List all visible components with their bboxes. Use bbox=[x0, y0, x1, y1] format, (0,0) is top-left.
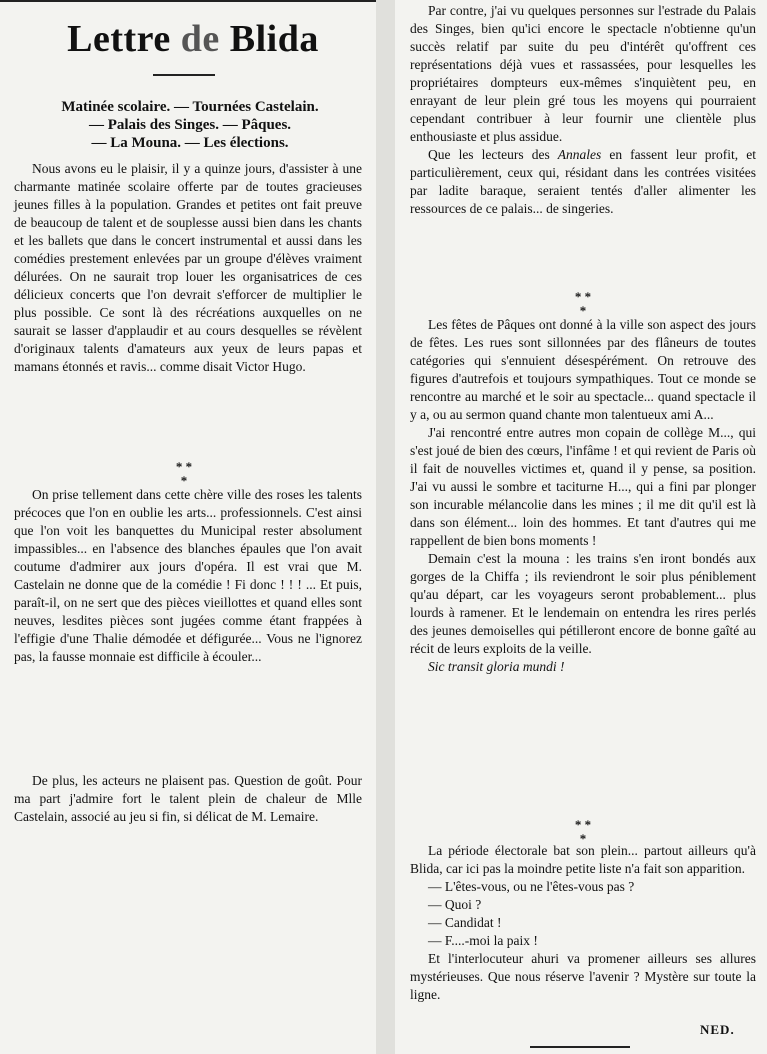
paragraph: Demain c'est la mouna : les trains s'en iront bondés aux gorges de la Chiffa ; ils reviendront le soir plus péniblement qu'au départ, car les voyageurs seront probablement... plus lourds à ramener. Et le lendemain on entendra les rires perlés des jeunes demoiselles qui pétilleront encore de bonne gaîté au récit de leurs exploits de la veille. bbox=[410, 551, 756, 656]
title-word-blida: Blida bbox=[229, 18, 319, 60]
paragraph: J'ai rencontré entre autres mon copain de collège M..., qui s'est joué de bien des cœurs, l'infâme ! et qui revient de Paris où il fait de nouvelles victimes et, quand il y pense, sa position. J'ai vu aussi le sombre et taciturne H..., qui a fini par plonger son incurable mélancolie dans les mines ; il me dit qu'il est là dans son élément... loin des hommes. Et tant d'autres qui me rappellent de bien bons moments ! bbox=[410, 425, 756, 548]
asterism-separator: * * * bbox=[175, 459, 193, 488]
dialogue-line: — Quoi ? bbox=[428, 897, 482, 912]
asterism-separator: * * * bbox=[574, 289, 592, 318]
bottom-rule bbox=[530, 1046, 630, 1048]
article-subheading bbox=[10, 98, 370, 152]
paragraph: De plus, les acteurs ne plaisent pas. Question de goût. Pour ma part j'admire fort le talent plein de chaleur de Mlle Castelain, associé au jeu si fin, si délicat de M. Lemaire. bbox=[14, 773, 362, 824]
left-paragraph-3-block bbox=[14, 772, 362, 826]
subheading-line-3: — La Mouna. — Les élections. bbox=[91, 135, 289, 151]
paragraph: On prise tellement dans cette chère ville des roses les talents précoces que l'on en oublie les arts... professionnels. C'est ainsi que l'on voit les banquettes du Municipal rester absolument impassibles... en l'absence des blanches épaules que l'on avait coutume d'admirer aux jours d'opéra. Il est vrai que M. Castelain ne donne que de la comédie ! Fi donc ! ! ! ... Et puis, paraît-il, on ne sert que des pièces vieillottes et quand elles sont neuves, lesdites pièces sont jugées comme étant frappées à l'effigie d'une Thalie démodée et défigurée... Vous ne l'ignorez pas, la fausse monnaie est difficile à écouler... bbox=[14, 487, 362, 664]
italic-journal-name: Annales bbox=[557, 147, 602, 162]
asterism-separator: * * * bbox=[574, 817, 592, 846]
paragraph: La période électorale bat son plein... partout ailleurs qu'à Blida, car ici pas la moindre petite liste n'a fait son apparition. bbox=[410, 843, 756, 876]
right-paragraph-3-block bbox=[410, 316, 756, 676]
title-rule bbox=[153, 74, 215, 76]
paragraph: Que les lecteurs des Annales en fassent leur profit, et particulièrement, ceux qui, résidant dans les contrées visitées par ladite baraque, seraient tentés d'aller alimenter les ressources de ce palais... de singeries. bbox=[410, 147, 756, 216]
title-word-de: de bbox=[180, 18, 220, 60]
paragraph: Par contre, j'ai vu quelques personnes sur l'estrade du Palais des Singes, bien qu'ici encore le spectacle n'obtienne qu'un succès relatif par suite du peu d'intérêt qu'offrent ces représentations déjà vues et rassassées, pour lesquelles les propriétaires dompteurs eux-mêmes s'inquiètent peu, en enrayant de leur plein gré tous les moyens qui pourraient cependant contribuer à leur fournir une clientèle plus enthousiaste et plus assidue. bbox=[410, 3, 756, 144]
subheading-line-1: Matinée scolaire. — Tournées Castelain. bbox=[61, 99, 319, 115]
paragraph: Et l'interlocuteur ahuri va promener ailleurs ses allures mystérieuses. Que nous réserve l'avenir ? Mystère sur toute la ligne. bbox=[410, 951, 756, 1002]
paragraph: Nous avons eu le plaisir, il y a quinze jours, d'assister à une charmante matinée scolaire offerte par de toutes gracieuses jeunes filles à la population. Grandes et petites ont fait preuve de beaucoup de talent et de souplesse aussi bien dans les chants et les ballets que dans le concert instrumental et aussi dans les comédies prestement enlevées par un groupe d'élèves vraiment délurées. On ne saurait trop louer les organisatrices de ces délicieux concerts que l'on devrait s'efforcer de multiplier le plus possible. Ce sont là des récréations auxquelles on ne saurait se lasser d'applaudir et au cours desquelles se révèlent d'originaux talents d'amateurs aux yeux de leurs papas et mamans étonnés et ravis... comme disait Victor Hugo. bbox=[14, 161, 362, 374]
dialogue-line: — Candidat ! bbox=[428, 915, 502, 930]
left-paragraph-1-block bbox=[14, 160, 362, 376]
article-title bbox=[20, 16, 366, 62]
right-paragraph-1-block bbox=[410, 2, 756, 218]
latin-quote: Sic transit gloria mundi ! bbox=[428, 659, 565, 674]
column-gutter bbox=[376, 0, 395, 1054]
subheading-line-2: — Palais des Singes. — Pâques. bbox=[88, 117, 292, 133]
paragraph bbox=[410, 658, 756, 676]
dialogue-line: — F....-moi la paix ! bbox=[428, 933, 538, 948]
title-word-lettre: Lettre bbox=[67, 18, 171, 60]
right-paragraph-7-block bbox=[410, 842, 756, 1004]
author-signature: NED. bbox=[700, 1022, 735, 1037]
paragraph: Les fêtes de Pâques ont donné à la ville son aspect des jours de fêtes. Les rues sont sillonnées par des flâneurs de toutes catégories qui s'ennuient désespérément. On retrouve des figures d'autrefois et toujours sympathiques. Tout ce monde se rencontre au marché et le soir au spectacle... quand spectacle il y a, ou au sermon quand chante mon talentueux ami A... bbox=[410, 317, 756, 422]
left-paragraph-2-block bbox=[14, 486, 362, 666]
top-rule bbox=[0, 0, 376, 2]
dialogue-line: — L'êtes-vous, ou ne l'êtes-vous pas ? bbox=[428, 879, 635, 894]
